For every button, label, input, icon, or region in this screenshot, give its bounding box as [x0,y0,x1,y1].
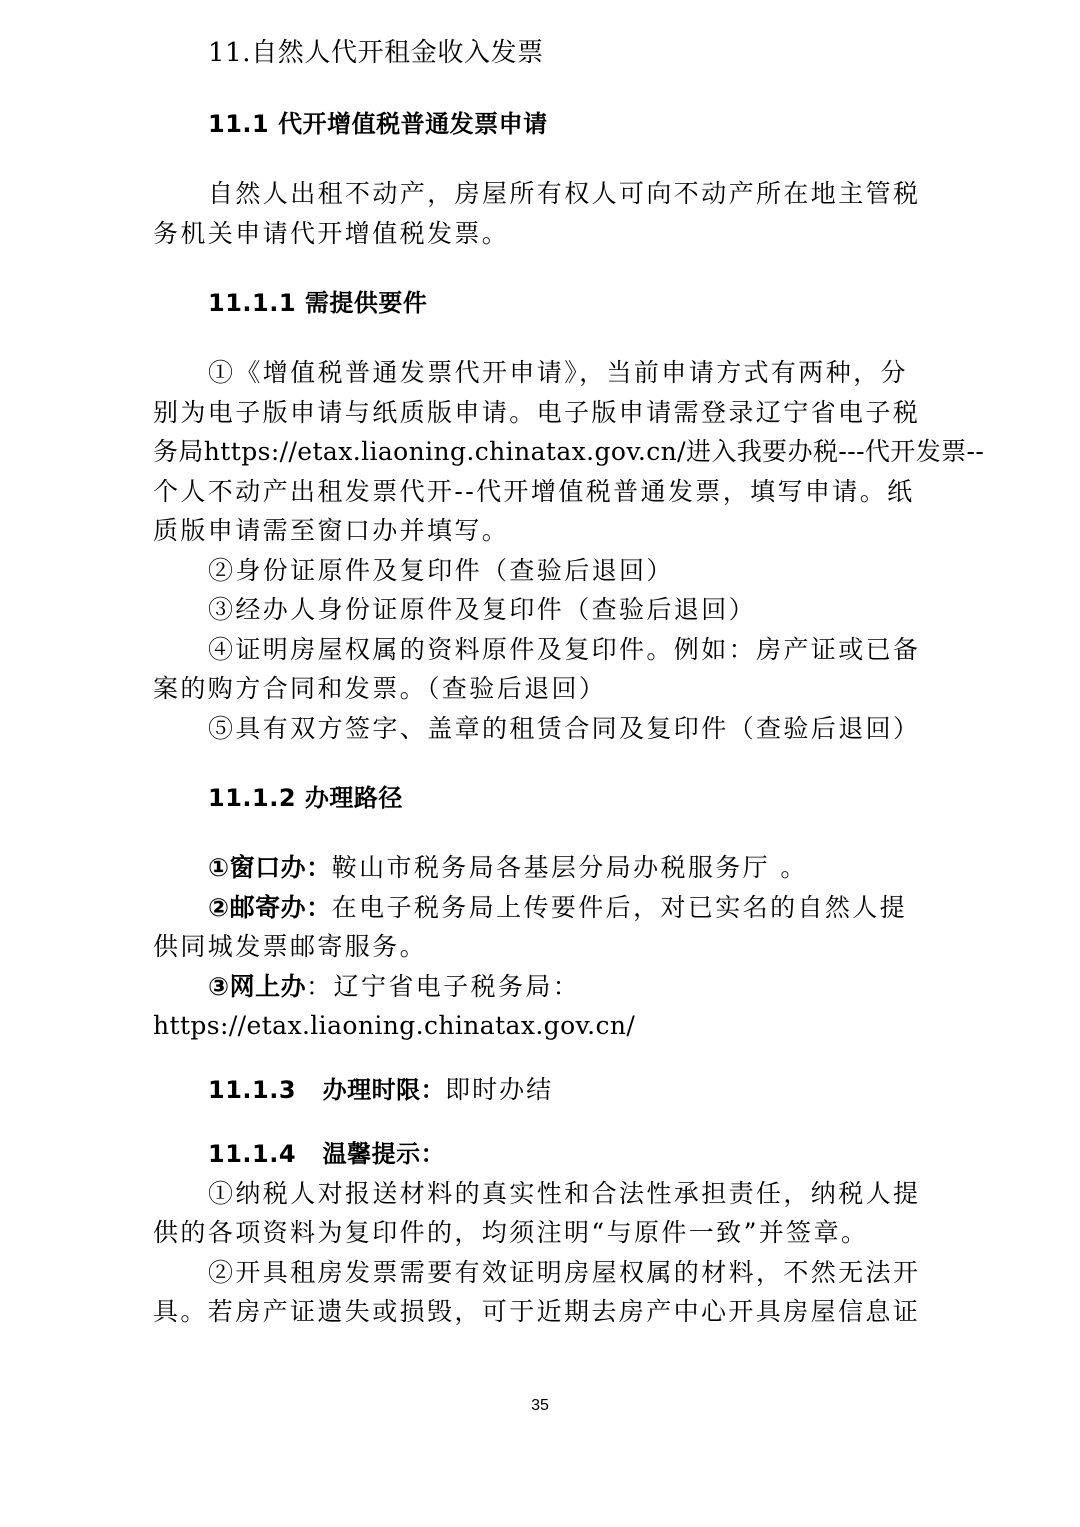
item-2: ②身份证原件及复印件（查验后退回） [208,555,674,585]
item-1-line-1: ①《增值税普通发票代开申请》，当前申请方式有两种，分 [208,358,908,387]
item-1-line-4: 个人不动产出租发票代开--代开增值税普通发票，填写申请。纸 [153,476,915,506]
intro-line-2: 务机关申请代开增值税发票。 [153,218,510,248]
path-mail-text: 在电子税务局上传要件后，对已实名的自然人提 [331,892,908,922]
tip-2-line-1: ②开具租房发票需要有效证明房屋权属的材料，不然无法开 [208,1257,921,1287]
item-1-line-5: 质版申请需至窗口办并填写。 [153,516,510,545]
page-content [153,30,985,1332]
heading-11-1-3-label: 办理时限： [322,1075,446,1104]
intro-line-1: 自然人出租不动产，房屋所有权人可向不动产所在地主管税 [208,179,921,208]
tip-1-line-2: 供的各项资料为复印件的，均须注明“与原件一致”并签章。 [153,1218,869,1247]
path-online-text: ：辽宁省电子税务局： [306,971,581,1001]
heading-11-1-3 [153,1070,923,1110]
heading-11-1-3-number: 11.1.3 [208,1075,297,1104]
path-mail-line-2: 供同城发票邮寄服务。 [153,932,428,961]
heading-11-1-2: 11.1.2 办理路径 [208,784,403,812]
page-number: 35 [531,1397,549,1414]
tip-2-line-2: 具。若房产证遗失或损毁，可于近期去房产中心开具房屋信息证 [153,1297,921,1326]
heading-11-1-4-label: 温馨提示： [322,1139,446,1168]
path-window-text: 鞍山市税务局各基层分局办税服务厅 。 [331,853,808,882]
path-online-line-1 [153,967,923,1007]
path-window [153,848,923,888]
path-online-url: https://etax.liaoning.chinatax.gov.cn/ [153,1011,636,1040]
tip-1-line-1: ①纳税人对报送材料的真实性和合法性承担责任，纳税人提 [208,1178,921,1208]
item-5: ⑤具有双方签字、盖章的租赁合同及复印件（查验后退回） [208,713,921,743]
path-mail-line-1 [153,888,923,928]
heading-11-1: 11.1 代开增值税普通发票申请 [208,110,548,138]
item-3: ③经办人身份证原件及复印件（查验后退回） [208,595,757,624]
item-4-line-1: ④证明房屋权属的资料原件及复印件。例如：房产证或已备 [208,634,921,664]
heading-11-1-4 [153,1134,923,1174]
path-mail-label: ②邮寄办： [208,892,332,922]
item-4-line-2: 案的购方合同和发票。（查验后退回） [153,674,607,703]
item-1-line-3: 务局https://etax.liaoning.chinatax.gov.cn/进入我要办税---代开发票-- [153,437,985,466]
item-1-line-2: 别为电子版申请与纸质版申请。电子版申请需登录辽宁省电子税 [153,397,921,427]
path-online-label: ③网上办 [208,971,307,1001]
heading-11-1-4-number: 11.1.4 [208,1139,297,1168]
section-title: 11.自然人代开租金收入发票 [208,38,544,68]
path-window-label: ①窗口办： [208,853,332,882]
heading-11-1-3-text: 即时办结 [445,1074,554,1104]
heading-11-1-1: 11.1.1 需提供要件 [208,289,428,317]
